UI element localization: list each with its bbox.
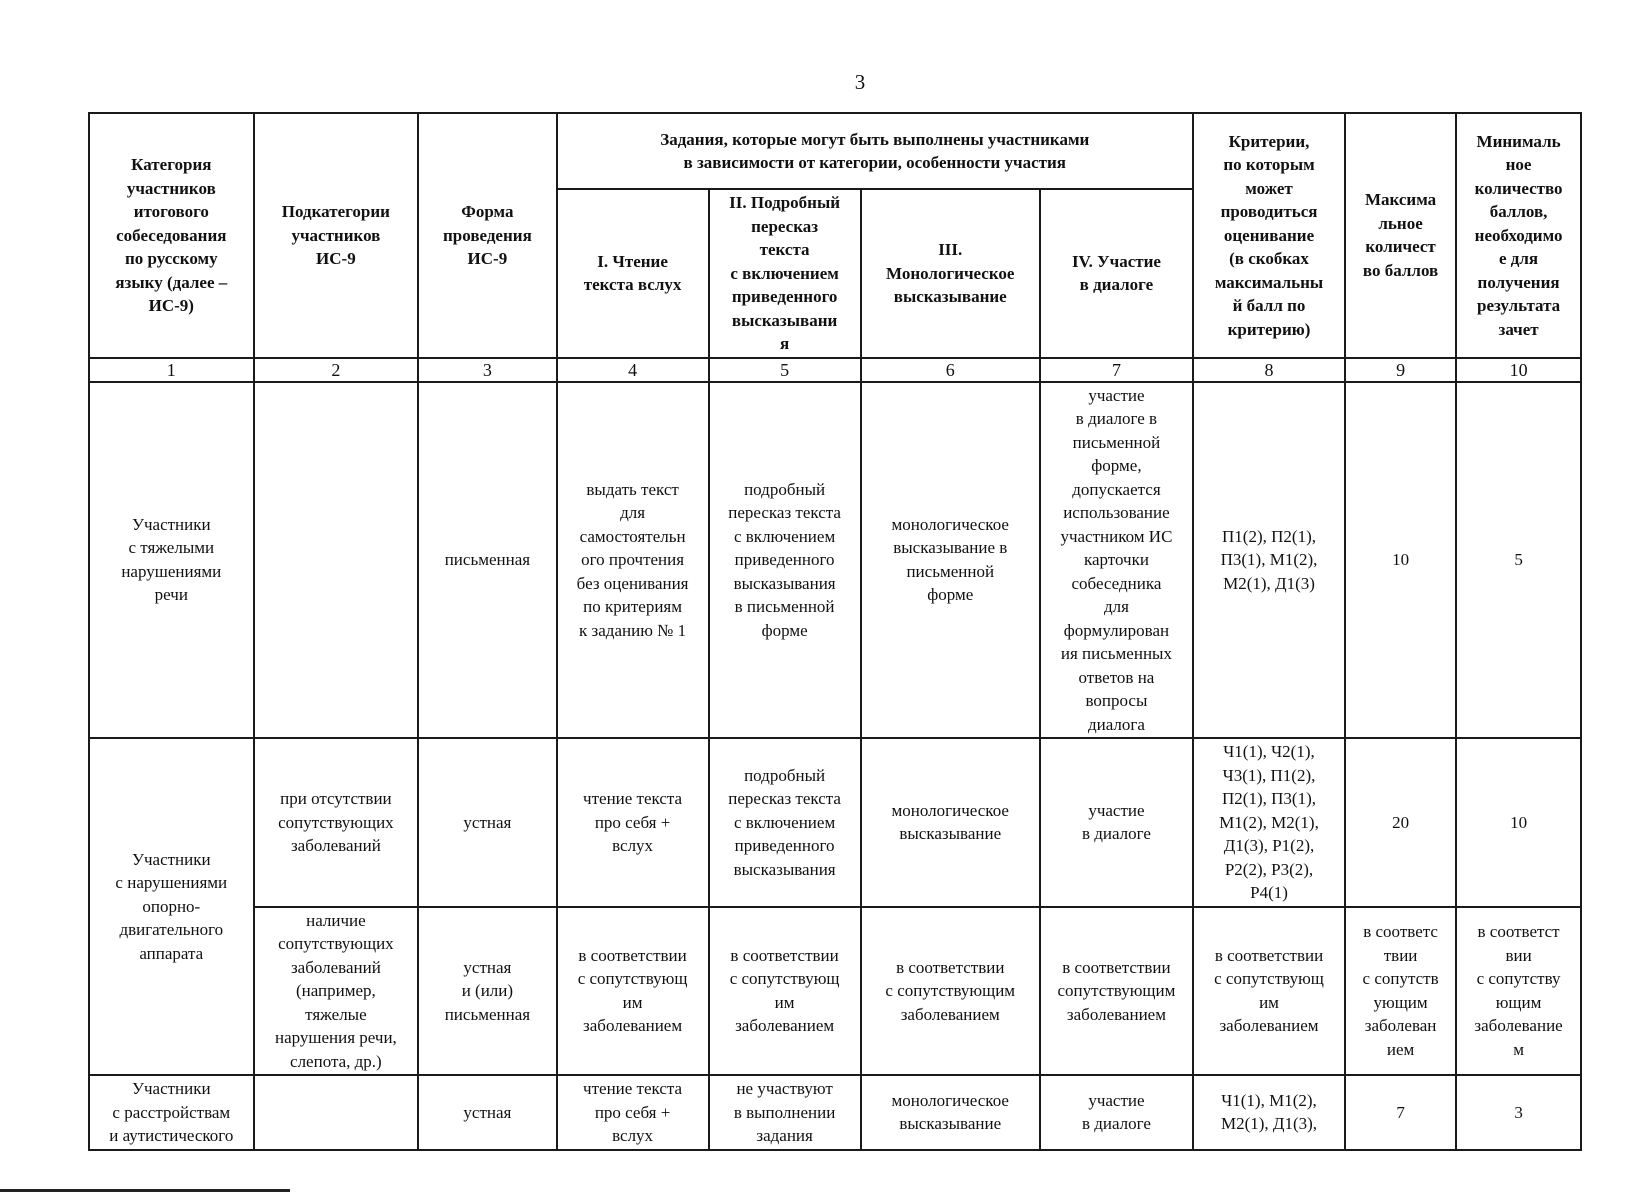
cell-subcategory: наличие сопутствующих заболеваний (например, тяжелые нарушения речи, слепота, др.) [254,907,419,1076]
cell-min-score: 3 [1456,1075,1581,1150]
page-number: 3 [854,70,866,94]
cell-subcategory: при отсутствии сопутствующих заболеваний [254,738,419,907]
cell-task-dialogue: в соответствии сопутствующим заболеванием [1040,907,1193,1076]
header-task-dialogue: IV. Участие в диалоге [1040,189,1193,358]
cell-min-score: 5 [1456,382,1581,739]
header-form: Форма проведения ИС-9 [418,113,556,358]
cell-max-score: 7 [1345,1075,1456,1150]
table-row [89,738,1581,907]
cell-task-monologue: монологическое высказывание [861,738,1040,907]
column-number-row [89,358,1581,382]
column-number: 8 [1193,358,1345,382]
cell-min-score: в соответст вии с сопутству ющим заболевание м [1456,907,1581,1076]
cell-criteria: Ч1(1), Ч2(1), Ч3(1), П1(2), П2(1), П3(1), М1(2), М2(1), Д1(3), Р1(2), Р2(2), Р3(2), Р4(1) [1193,738,1345,907]
cell-min-score: 10 [1456,738,1581,907]
header-min-score: Минималь ное количество баллов, необходимо е для получения результата зачет [1456,113,1581,358]
header-category: Категория участников итогового собеседования по русскому языку (далее – ИС-9) [89,113,254,358]
cell-task-reading: выдать текст для самостоятельн ого прочтения без оценивания по критериям к заданию № 1 [557,382,709,739]
column-number: 5 [709,358,861,382]
header-subcategory: Подкатегории участников ИС-9 [254,113,419,358]
cell-subcategory [254,382,419,739]
cell-max-score: 20 [1345,738,1456,907]
column-number: 9 [1345,358,1456,382]
cell-max-score: в соответс твии с сопутств ующим заболеван ием [1345,907,1456,1076]
cell-form: устная и (или) письменная [418,907,556,1076]
column-number: 6 [861,358,1040,382]
cell-task-reading: чтение текста про себя + вслух [557,738,709,907]
cell-task-retelling: в соответствии с сопутствующ им заболеванием [709,907,861,1076]
header-criteria: Критерии, по которым может проводиться оценивание (в скобках максимальны й балл по критерию) [1193,113,1345,358]
cell-criteria: в соответствии с сопутствующ им заболеванием [1193,907,1345,1076]
cell-category: Участники с тяжелыми нарушениями речи [89,382,254,739]
cell-task-monologue: монологическое высказывание [861,1075,1040,1150]
column-number: 1 [89,358,254,382]
header-task-retelling: II. Подробный пересказ текста с включением приведенного высказывани я [709,189,861,358]
table-row [89,907,1581,1076]
table-row [89,1075,1581,1150]
cell-category: Участники с нарушениями опорно- двигательного аппарата [89,738,254,1075]
cell-task-reading: в соответствии с сопутствующ им заболеванием [557,907,709,1076]
column-number: 3 [418,358,556,382]
column-number: 4 [557,358,709,382]
table-header-row-1 [89,113,1581,189]
cell-criteria: Ч1(1), М1(2), М2(1), Д1(3), [1193,1075,1345,1150]
cell-task-dialogue: участие в диалоге в письменной форме, допускается использование участником ИС карточки собеседника для формулирован ия письменных ответов на вопросы диалога [1040,382,1193,739]
cell-form: устная [418,1075,556,1150]
cell-task-dialogue: участие в диалоге [1040,1075,1193,1150]
scan-edge-line [0,1189,290,1192]
cell-task-retelling: подробный пересказ текста с включением приведенного высказывания в письменной форме [709,382,861,739]
cell-task-retelling: не участвуют в выполнении задания [709,1075,861,1150]
cell-task-dialogue: участие в диалоге [1040,738,1193,907]
cell-max-score: 10 [1345,382,1456,739]
cell-form: письменная [418,382,556,739]
column-number: 10 [1456,358,1581,382]
header-task-monologue: III. Монологическое высказывание [861,189,1040,358]
header-tasks-group: Задания, которые могут быть выполнены участниками в зависимости от категории, особенности участия [557,113,1193,189]
cell-task-retelling: подробный пересказ текста с включением приведенного высказывания [709,738,861,907]
table-row [89,382,1581,739]
cell-category: Участники с расстройствам и аутистического [89,1075,254,1150]
header-max-score: Максима льное количест во баллов [1345,113,1456,358]
column-number: 7 [1040,358,1193,382]
cell-task-monologue: в соответствии с сопутствующим заболеванием [861,907,1040,1076]
cell-form: устная [418,738,556,907]
cell-criteria: П1(2), П2(1), П3(1), М1(2), М2(1), Д1(3) [1193,382,1345,739]
header-task-reading: I. Чтение текста вслух [557,189,709,358]
cell-task-monologue: монологическое высказывание в письменной форме [861,382,1040,739]
column-number: 2 [254,358,419,382]
cell-task-reading: чтение текста про себя + вслух [557,1075,709,1150]
cell-subcategory [254,1075,419,1150]
participants-table [88,112,1582,1151]
